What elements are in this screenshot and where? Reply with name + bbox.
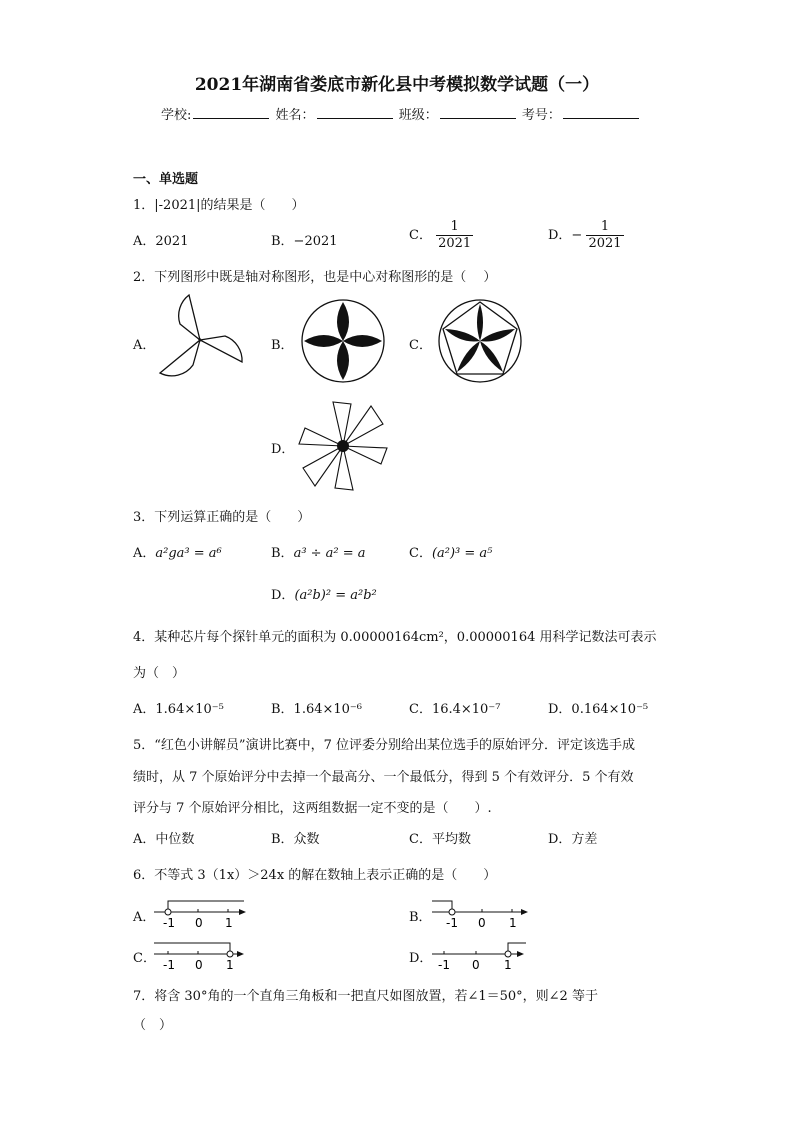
q2-stem: 2．下列图形中既是轴对称图形，也是中心对称图形的是（ ） <box>133 270 497 285</box>
q6-number-line-c <box>150 938 250 972</box>
q6c-tick-1: 1 <box>226 958 234 972</box>
q7-stem-line1: 7．将含 30°角的一个直角三角板和一把直尺如图放置，若∠1＝50°，则∠2 等于 <box>133 989 598 1004</box>
q6a-tick-0: 0 <box>195 916 203 930</box>
q3-a-label: A． <box>133 546 156 561</box>
q6-number-line-b <box>428 896 534 930</box>
q6b-tick-1: 1 <box>509 916 517 930</box>
q4-option-b: B．1.64×10⁻⁶ <box>271 702 363 717</box>
q3-c-expression: (a²)³ = a⁵ <box>431 546 493 561</box>
q4-option-d: D．0.164×10⁻⁵ <box>548 702 649 717</box>
q6-number-line-d <box>428 938 534 972</box>
q1-stem: 1．|-2021|的结果是（ ） <box>133 198 305 213</box>
class-label: 班级： <box>398 108 438 123</box>
section-heading: 一、单选题 <box>133 172 199 187</box>
name-blank <box>317 106 393 119</box>
pinwheel-blade-3 <box>160 340 200 376</box>
exam-no-label: 考号： <box>521 108 561 123</box>
q6b-tick-0: 0 <box>478 916 486 930</box>
q5-stem-line3: 评分与 7 个原始评分相比，这两组数据一定不变的是（ ）. <box>133 801 492 816</box>
pinwheel-blade-2 <box>200 336 242 362</box>
q3-a-expression: a²ga³ = a⁶ <box>155 546 222 561</box>
q1-option-c-fraction <box>436 219 473 252</box>
q1-c-numerator: 1 <box>436 219 473 236</box>
q2-option-a: A． <box>133 338 156 353</box>
q1-option-c <box>409 219 473 252</box>
q3-c-label: C． <box>409 546 432 561</box>
q6-stem: 6．不等式 3（1x）＞24x 的解在数轴上表示正确的是（ ） <box>133 868 497 883</box>
q2-figure-b-four-petals <box>300 298 386 384</box>
q1-option-c-label: C． <box>409 228 432 243</box>
class-blank <box>440 106 516 119</box>
q5-stem-line1: 5．“红色小讲解员”演讲比赛中，7 位评委分别给出某位选手的原始评分．评定该选手成 <box>133 738 635 753</box>
q5-stem-line2: 绩时，从 7 个原始评分中去掉一个最高分、一个最低分，得到 5 个有效评分．5 个有效 <box>133 770 634 785</box>
q4-stem-line1: 4．某种芯片每个探针单元的面积为 0.00000164cm²，0.00000164 用科学记数法可表示 <box>133 630 657 645</box>
q2-figure-d-windmill <box>293 396 393 496</box>
q2-figure-a-pinwheel <box>150 290 250 390</box>
q1-option-a: A．2021 <box>133 234 189 249</box>
q6d-tick-neg1: -1 <box>438 958 450 972</box>
q3-option-a <box>133 542 222 561</box>
q4-option-a: A．1.64×10⁻⁵ <box>133 702 224 717</box>
q6b-tick-neg1: -1 <box>446 916 458 930</box>
q1-c-denominator: 2021 <box>438 236 472 251</box>
q6d-tick-1: 1 <box>504 958 512 972</box>
q6a-tick-1: 1 <box>225 916 233 930</box>
q3-d-expression: (a²b)² = a²b² <box>294 588 377 603</box>
q3-option-b <box>271 542 366 561</box>
q6-number-line-a <box>150 896 250 930</box>
q1-option-d-label: D．− <box>548 228 583 243</box>
q6c-tick-neg1: -1 <box>163 958 175 972</box>
q2-figure-c-pentagon-star <box>437 298 523 384</box>
q5-option-d: D．方差 <box>548 832 598 847</box>
q3-stem: 3．下列运算正确的是（ ） <box>133 510 311 525</box>
q6a-tick-neg1: -1 <box>163 916 175 930</box>
q1-d-denominator: 2021 <box>588 236 622 251</box>
q4-option-c: C．16.4×10⁻⁷ <box>409 702 501 717</box>
q5-option-a: A．中位数 <box>133 832 195 847</box>
q2-option-d: D． <box>271 442 295 457</box>
q3-b-label: B． <box>271 546 294 561</box>
q1-d-numerator: 1 <box>586 219 623 236</box>
q7-stem-line2: （ ） <box>133 1018 173 1033</box>
q3-d-label: D． <box>271 588 295 603</box>
q6-option-c: C． <box>133 951 156 966</box>
q4-stem-line2: 为（ ） <box>133 666 186 681</box>
q6-option-a: A． <box>133 910 156 925</box>
pinwheel-blade-1 <box>179 295 200 340</box>
q3-b-expression: a³ ÷ a² = a <box>293 546 366 561</box>
q2-option-b: B． <box>271 338 294 353</box>
q3-option-c <box>409 542 492 561</box>
q3-option-d <box>271 584 377 603</box>
q5-option-b: B．众数 <box>271 832 320 847</box>
q2-option-c: C． <box>409 338 432 353</box>
student-info-line <box>161 104 641 123</box>
q6c-tick-0: 0 <box>195 958 203 972</box>
school-blank <box>193 106 269 119</box>
q5-option-c: C．平均数 <box>409 832 471 847</box>
exam-no-blank <box>563 106 639 119</box>
q1-option-b: B．−2021 <box>271 234 338 249</box>
name-label: 姓名： <box>275 108 315 123</box>
q6-option-b: B． <box>409 910 432 925</box>
q1-option-d <box>548 219 624 252</box>
page-title: 2021年湖南省娄底市新化县中考模拟数学试题（一） <box>194 75 600 95</box>
q6d-tick-0: 0 <box>472 958 480 972</box>
q6-option-d: D． <box>409 951 433 966</box>
school-label: 学校: <box>161 108 192 123</box>
q1-option-d-fraction <box>586 219 623 252</box>
